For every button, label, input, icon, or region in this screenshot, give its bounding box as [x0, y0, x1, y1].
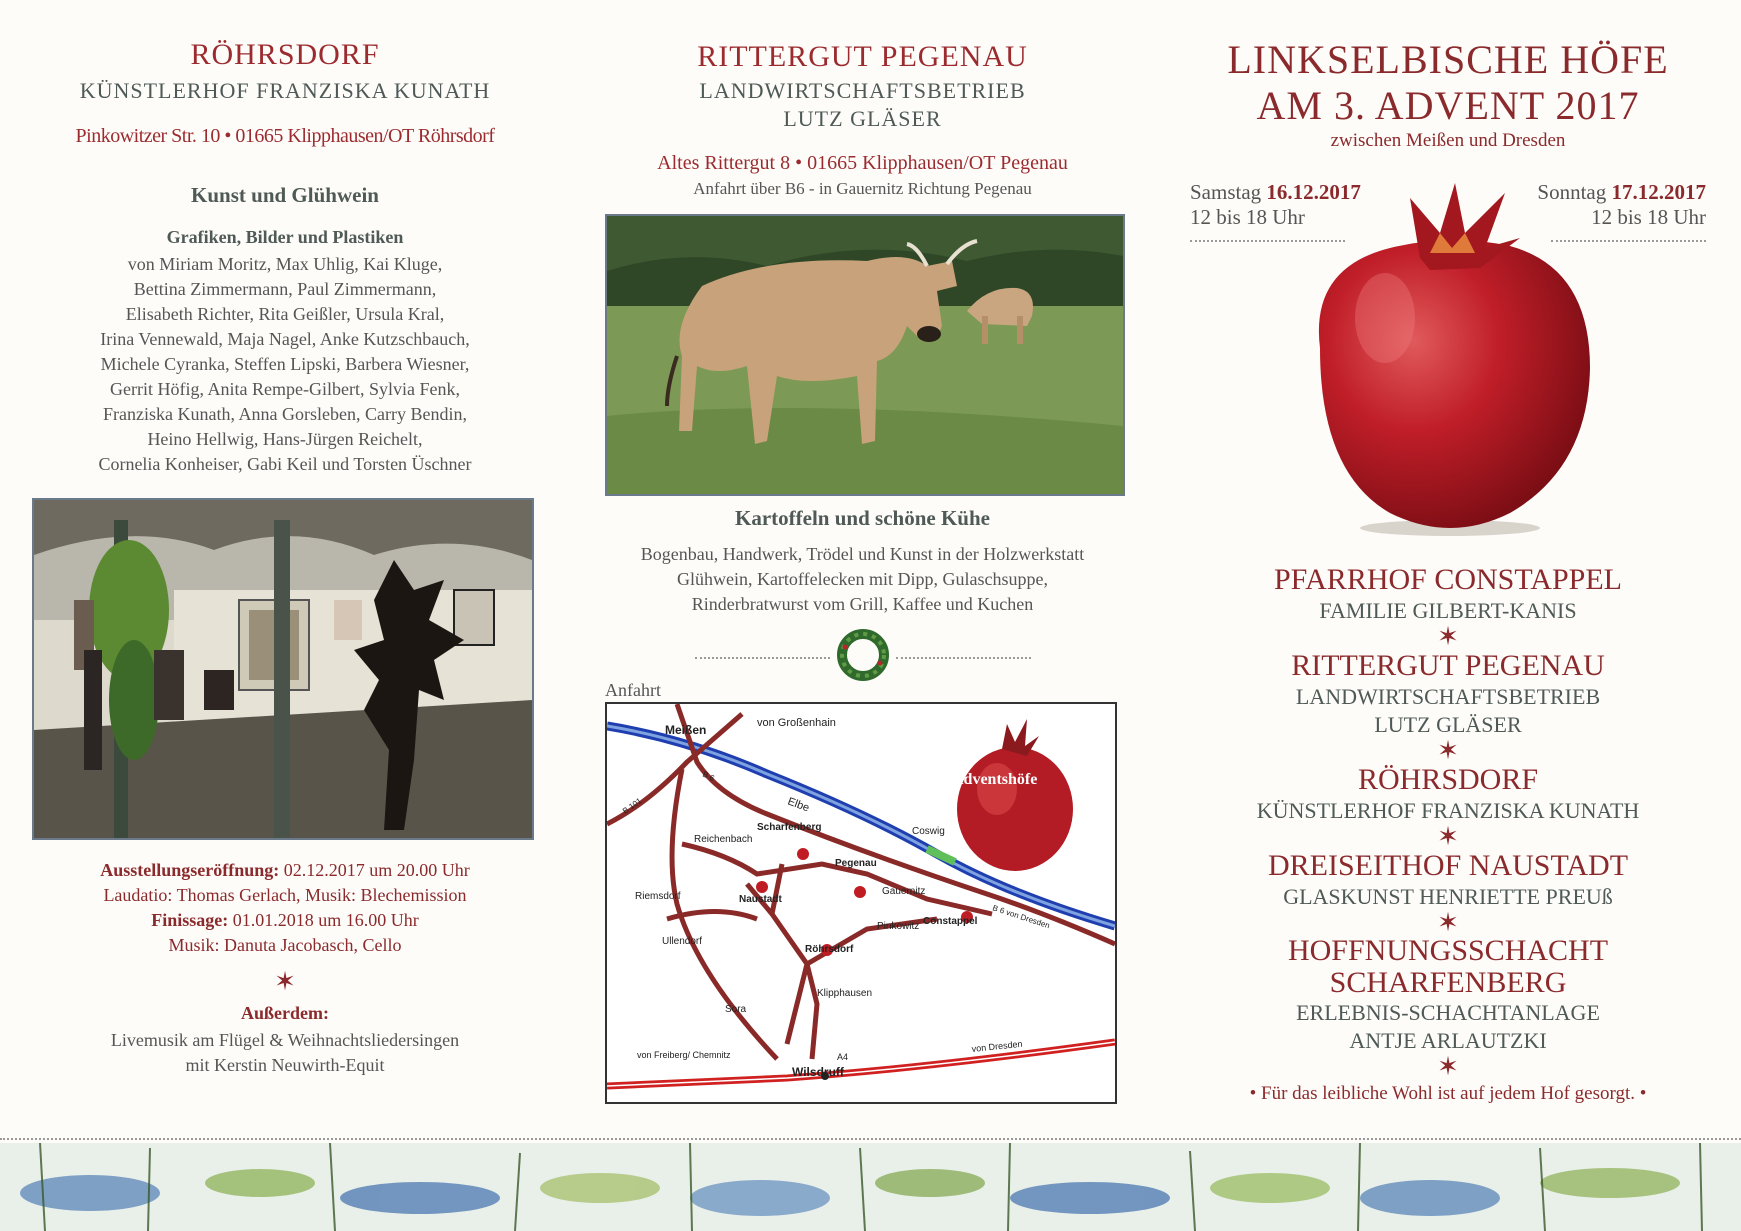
map-ullendorf: Ullendorf: [662, 936, 703, 947]
star-icon: ✶: [1437, 1052, 1459, 1081]
extra-label: Außerdem:: [241, 1003, 329, 1023]
star-icon: ✶: [1437, 822, 1459, 851]
map-meissen: Meißen: [665, 723, 707, 737]
saturday-date: 16.12.2017: [1266, 180, 1361, 204]
map-pegenau: Pegenau: [835, 858, 877, 869]
map-b6: B 6: [701, 769, 716, 783]
divider-right: [896, 657, 1031, 659]
roehrsdorf-heading: Kunst und Glühwein: [191, 183, 379, 207]
opening-line: [20, 860, 550, 881]
sunday-time: 12 bis 18 Uhr: [1591, 205, 1706, 229]
offer-line: Rinderbratwurst vom Grill, Kaffee und Kuchen: [691, 594, 1034, 614]
offer-line: Bogenbau, Handwerk, Trödel und Kunst in der Holzwerkstatt: [640, 544, 1085, 564]
farm-line: LANDWIRTSCHAFTSBETRIEB: [1295, 684, 1601, 709]
roehrsdorf-title: RÖHRSDORF: [190, 38, 380, 71]
pegenau-offer-list: [590, 542, 1135, 617]
artist-line: Gerrit Höfig, Anita Rempe-Gilbert, Sylvia Fenk,: [110, 379, 460, 399]
farm-list: [1175, 563, 1721, 1109]
laudatio: Laudatio: Thomas Gerlach, Musik: Blechemission: [103, 885, 467, 905]
map-pinkowitz: Pinkowitz: [877, 921, 920, 932]
saturday-time: 12 bis 18 Uhr: [1190, 205, 1305, 229]
finissage-value: 01.01.2018 um 16.00 Uhr: [228, 910, 419, 930]
map-roehrsdorf: Röhrsdorf: [805, 944, 854, 955]
pegenau-subtitle-2: LUTZ GLÄSER: [783, 106, 942, 131]
farm-name-2: SCHARFENBERG: [1329, 966, 1567, 999]
map-label: Anfahrt: [605, 680, 661, 700]
map-grossenhain: von Großenhain: [757, 717, 836, 729]
map-riemsdorf: Riemsdorf: [635, 891, 681, 902]
opening-value: 02.12.2017 um 20.00 Uhr: [279, 860, 470, 880]
farm-name: HOFFNUNGSSCHACHT: [1287, 934, 1609, 967]
farm-name: DREISEITHOF NAUSTADT: [1267, 849, 1629, 882]
artist-line: Michele Cyranka, Steffen Lipski, Barbera Wiesner,: [100, 354, 470, 374]
directions-map: [605, 702, 1117, 1104]
map-a4: A4: [837, 1052, 849, 1062]
artist-line: Cornelia Konheiser, Gabi Keil und Torsten Üschner: [98, 454, 472, 474]
star-icon: ✶: [274, 967, 296, 996]
music-credit: Musik: Danuta Jacobasch, Cello: [168, 935, 402, 955]
map-reichenbach: Reichenbach: [694, 834, 753, 845]
watercolor-strip: [0, 1143, 1741, 1231]
map-klipphausen: Klipphausen: [817, 988, 873, 999]
artist-line: Franziska Kunath, Anna Gorsleben, Carry Bendin,: [103, 404, 467, 424]
sunday-date: 17.12.2017: [1611, 180, 1706, 204]
extra-lines: [20, 1028, 550, 1078]
artist-list: [20, 252, 550, 477]
farm-line: KÜNSTLERHOF FRANZISKA KUNATH: [1256, 798, 1640, 823]
wreath-icon: [835, 627, 891, 683]
farm-line: LUTZ GLÄSER: [1374, 712, 1522, 737]
sunday-label: Sonntag: [1537, 180, 1612, 204]
footer-divider: [0, 1138, 1741, 1140]
artist-line: Elisabeth Richter, Rita Geißler, Ursula Kral,: [125, 304, 445, 324]
panel-overview: [1175, 0, 1721, 1140]
map-elbe: Elbe: [785, 795, 811, 815]
artist-line: Bettina Zimmermann, Paul Zimmermann,: [133, 279, 437, 299]
artist-line: Irina Vennewald, Maja Nagel, Anke Kutzschbauch,: [100, 329, 470, 349]
pegenau-directions: Anfahrt über B6 - in Gauernitz Richtung Pegenau: [693, 179, 1032, 198]
farm-line: ERLEBNIS-SCHACHTANLAGE: [1296, 1000, 1600, 1025]
divider-left: [695, 657, 830, 659]
map-naustadt: Naustadt: [739, 894, 782, 905]
map-constappel: Constappel: [923, 916, 978, 927]
cow-photo: [605, 214, 1125, 496]
star-icon: ✶: [1437, 908, 1459, 937]
pegenau-subtitle-1: LANDWIRTSCHAFTSBETRIEB: [699, 78, 1026, 103]
map-badge: Adventshöfe: [952, 771, 1038, 788]
map-scharfenberg: Scharfenberg: [757, 822, 822, 833]
star-icon: ✶: [1437, 622, 1459, 651]
roehrsdorf-subtitle: KÜNSTLERHOF FRANZISKA KUNATH: [79, 78, 491, 103]
map-coswig: Coswig: [912, 826, 945, 837]
map-b6-dresden: B 6 von Dresden: [991, 903, 1051, 931]
farm-line: FAMILIE GILBERT-KANIS: [1319, 598, 1577, 623]
map-freiberg: von Freiberg/ Chemnitz: [637, 1050, 731, 1060]
extra-line: Livemusik am Flügel & Weihnachtsliedersingen: [110, 1030, 460, 1050]
farm-line: GLASKUNST HENRIETTE PREUß: [1283, 884, 1613, 909]
map-sora: Sora: [725, 1004, 747, 1015]
gallery-photo: [32, 498, 534, 840]
finissage-line: [20, 910, 550, 931]
farm-name: RÖHRSDORF: [1357, 763, 1539, 796]
footer-note: • Für das leibliche Wohl ist auf jedem Hof gesorgt. •: [1249, 1083, 1647, 1104]
star-icon: ✶: [1437, 736, 1459, 765]
roehrsdorf-sub-heading: Grafiken, Bilder und Plastiken: [166, 227, 404, 247]
pegenau-heading: Kartoffeln und schöne Kühe: [735, 506, 990, 530]
artist-line: Heino Hellwig, Hans-Jürgen Reichelt,: [147, 429, 423, 449]
panel-pegenau: [590, 0, 1135, 1140]
farm-name: RITTERGUT PEGENAU: [1291, 649, 1605, 682]
pomegranate-icon: [1290, 178, 1605, 538]
artist-line: von Miriam Moritz, Max Uhlig, Kai Kluge,: [127, 254, 443, 274]
map-dresden-a4: von Dresden: [971, 1038, 1023, 1054]
offer-line: Glühwein, Kartoffelecken mit Dipp, Gulaschsuppe,: [676, 569, 1049, 589]
main-subtitle: zwischen Meißen und Dresden: [1330, 130, 1566, 151]
main-title-2: AM 3. ADVENT 2017: [1256, 83, 1640, 128]
farm-line: ANTJE ARLAUTZKI: [1349, 1028, 1547, 1053]
panel-roehrsdorf: [20, 0, 550, 1140]
opening-label: Ausstellungseröffnung:: [100, 860, 280, 880]
pegenau-address: Altes Rittergut 8 • 01665 Klipphausen/OT Pegenau: [657, 152, 1068, 174]
map-b101: B 101: [620, 796, 644, 816]
map-wilsdruff: Wilsdruff: [792, 1065, 844, 1079]
farm-name: PFARRHOF CONSTAPPEL: [1274, 563, 1622, 596]
map-gauernitz: Gauernitz: [882, 886, 926, 897]
roehrsdorf-address: Pinkowitzer Str. 10 • 01665 Klipphausen/OT Röhrsdorf: [75, 125, 495, 147]
finissage-label: Finissage:: [151, 910, 229, 930]
main-title-1: LINKSELBISCHE HÖFE: [1227, 37, 1669, 82]
pegenau-title: RITTERGUT PEGENAU: [697, 40, 1028, 73]
saturday-label: Samstag: [1190, 180, 1267, 204]
map-pomegranate-icon: [957, 719, 1073, 871]
extra-line: mit Kerstin Neuwirth-Equit: [185, 1055, 385, 1075]
